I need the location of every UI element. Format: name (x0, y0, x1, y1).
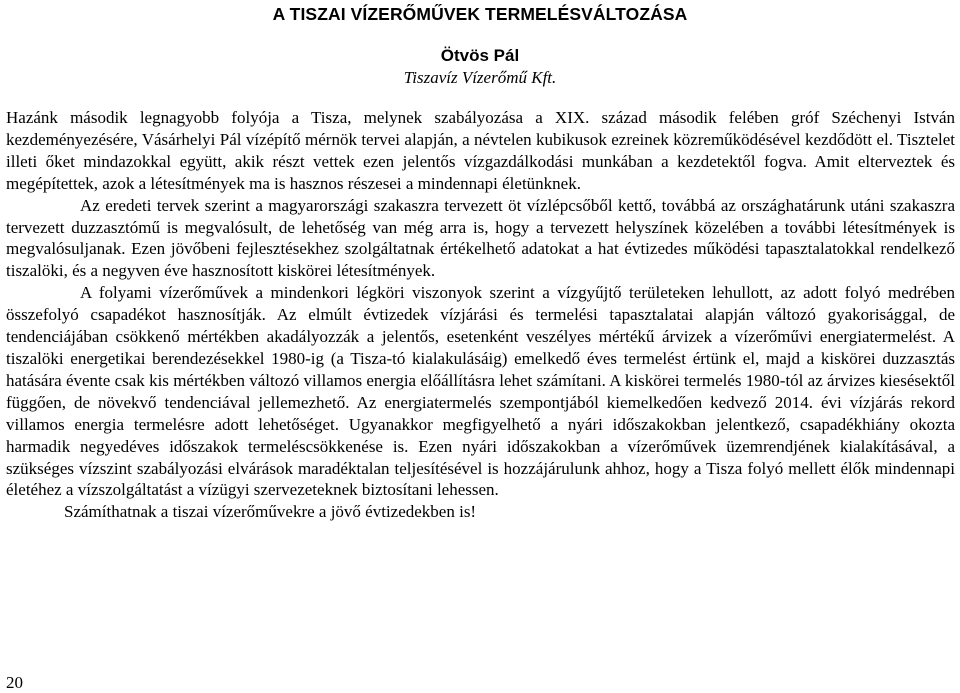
page-number: 20 (6, 673, 23, 692)
author-affiliation: Tiszavíz Vízerőmű Kft. (403, 68, 557, 87)
paragraph-production: A folyami vízerőművek a mindenkori légköri viszonyok szerint a vízgyűjtő területeken lehullott, az adott folyó medrében összefolyó csapadékot hasznosítják. Az elmúlt évtizedek vízjárási és termelési tapasztalatai alapján változó gyakorisággal, de tendenciájában csökkenő mértékben akadályozzák a jelentős, esetenként veszélyes mértékű árvizek a vízerőművi energiatermelést. A tiszalöki energetikai berendezésekkel 1980-ig (a Tisza-tó kialakulásáig) emelkedő éves termelést értünk el, majd a kiskörei duzzasztás hatására évente csak kis mértékben változó villamos energia előállításra lehet számítani. A kiskörei termelés 1980-tól az árvizes kiesésektől függően, de növekvő tendenciával jellemezhető. Az energiatermelés szempontjából kiemelkedően kedvező 2014. évi vízjárás rekord villamos energia termelésre adott lehetőséget. Ugyanakkor megfigyelhető a nyári időszakokban jelentkező, csapadékhiány okozta harmadik negyedéves időszakok termeléscsökkenése is. Ezen nyári időszakokban a vízerőművek üzemrendjének kialakításával, a szükséges vízszint szabályozási elvárások maradéktalan teljesítésével is hozzájárulunk ahhoz, hogy a Tisza folyó mellett élők mindennapi életéhez a vízszolgáltatást a vízügyi szervezeteknek biztosítani lehessen. (6, 283, 955, 500)
page-title: A TISZAI VÍZERŐMŰVEK TERMELÉSVÁLTOZÁSA (272, 4, 688, 24)
paragraph-intro: Hazánk második legnagyobb folyója a Tisza, melynek szabályozása a XIX. század második felében gróf Széchenyi István kezdeményezésére, Vásárhelyi Pál vízépítő mérnök tervei alapján, a névtelen kubikusok ezreinek közreműködésével kezdődött el. Tisztelet illeti őket mindazokkal együtt, akik részt vettek ezen jelentős vízgazdálkodási munkában a kezdetektől fogva. Amit elterveztek és megépítettek, azok a létesítmények ma is hasznos részesei a mindennapi életünknek. (6, 108, 955, 193)
author-name: Ötvös Pál (440, 46, 520, 65)
paragraph-plans: Az eredeti tervek szerint a magyarországi szakaszra tervezett öt vízlépcsőből kettő, továbbá az országhatárunk utáni szakaszra tervezett duzzasztómű is megvalósult, de lehetőség van még arra is, hogy a tervezett helyszínek közelében a további létesítmények is megvalósuljanak. Ezen jövőbeni fejlesztésekhez szolgáltatnak értékelhető adatokat a hat évtizedes működési tapasztalatokkal rendelkező tiszalöki, és a negyven éve hasznosított kiskörei létesítmények. (6, 195, 955, 281)
paragraph-closing: Számíthatnak a tiszai vízerőművekre a jövő évtizedekben is! (64, 502, 477, 522)
article-body (6, 107, 955, 523)
